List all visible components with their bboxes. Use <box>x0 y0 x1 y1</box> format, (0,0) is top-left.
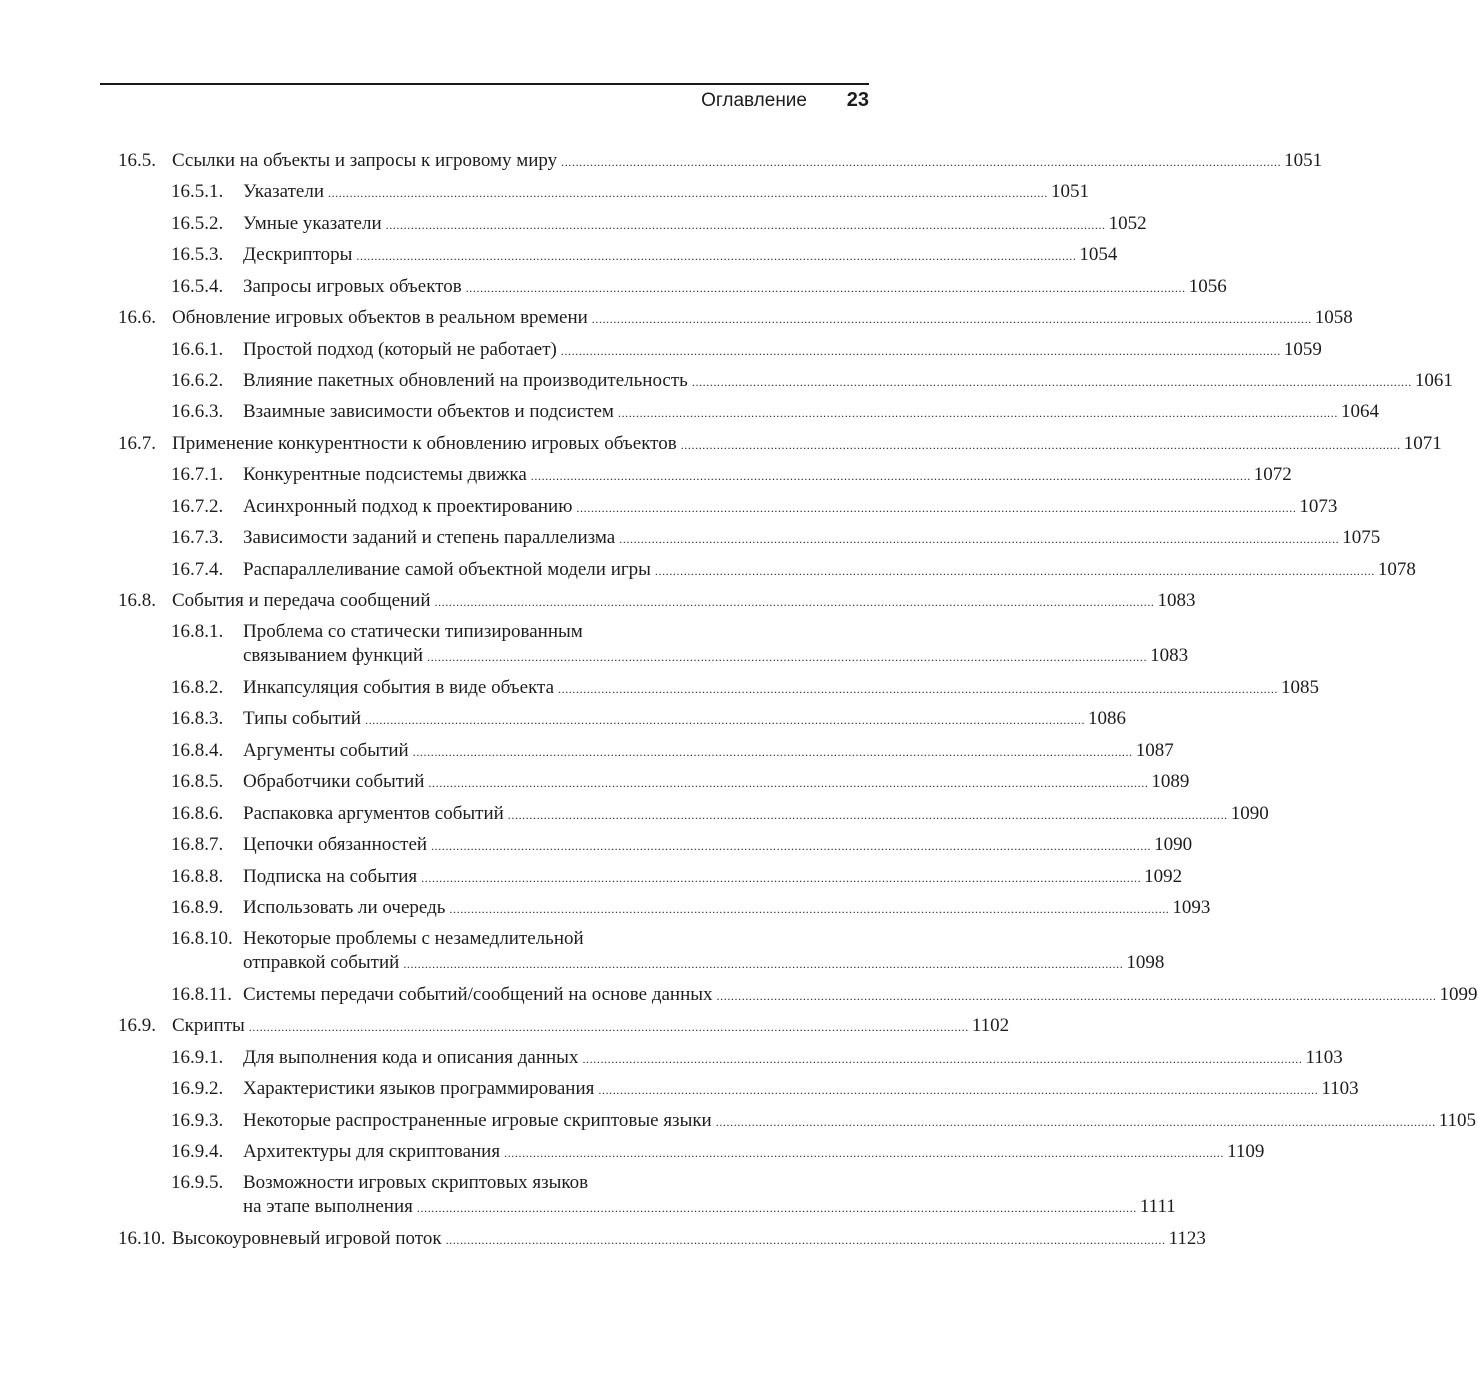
toc-title-line <box>243 1109 1477 1134</box>
toc-entry-body <box>243 707 1126 732</box>
header-rule <box>100 83 869 85</box>
toc-title: Взаимные зависимости объектов и подсистем <box>243 401 614 423</box>
toc-number: 16.6.1. <box>171 338 224 360</box>
toc-title: Типы событий <box>243 708 361 730</box>
toc-entry-body <box>243 1171 1176 1220</box>
toc-page-number: 1090 <box>1230 802 1269 824</box>
toc-title-first-line: Проблема со статически типизированным <box>243 621 583 643</box>
toc-page-number: 1102 <box>971 1015 1010 1037</box>
toc-number: 16.8.9. <box>171 896 224 918</box>
toc-title: Запросы игровых объектов <box>243 275 462 297</box>
toc-title: отправкой событий <box>243 952 400 974</box>
toc-page-number: 1109 <box>1227 1140 1265 1162</box>
toc-title: Влияние пакетных обновлений на производительность <box>243 370 688 391</box>
toc-page-number: 1083 <box>1150 645 1189 667</box>
dot-leader: ........................................................................................................................................................................................................ <box>654 563 1375 578</box>
toc-page-number: 1090 <box>1154 834 1193 855</box>
toc-title: Асинхронный подход к проектированию <box>243 495 573 517</box>
toc-entry-body <box>172 1227 1206 1252</box>
dot-leader: ........................................................................................................................................................................................................ <box>716 988 1437 1003</box>
toc-title-line <box>243 180 1089 205</box>
toc-page-number: 1058 <box>1314 307 1353 329</box>
toc-title-line <box>172 432 1442 457</box>
toc-entry-body <box>243 180 1089 205</box>
toc-title-line <box>243 495 1338 520</box>
dot-leader: ........................................................................................................................................................................................................ <box>434 595 1155 609</box>
toc-number: 16.9.1. <box>171 1046 224 1068</box>
toc-page-number: 1093 <box>1172 896 1211 918</box>
toc-entry-body <box>243 495 1338 520</box>
toc-title: Архитектуры для скриптования <box>243 1140 501 1162</box>
toc-page-number: 1103 <box>1305 1046 1343 1068</box>
toc-entry-body <box>243 676 1320 701</box>
toc-title-line <box>243 896 1211 921</box>
toc-number: 16.8.10. <box>171 928 233 950</box>
toc-title: Применение конкурентности к обновлению игровых объектов <box>172 432 677 454</box>
toc-page-number: 1073 <box>1299 495 1338 517</box>
dot-leader: ........................................................................................................................................................................................................ <box>576 500 1297 515</box>
toc-page-number: 1072 <box>1253 464 1292 486</box>
toc-number: 16.5. <box>118 150 156 171</box>
toc-number: 16.7.4. <box>171 558 224 580</box>
toc-page-number: 1111 <box>1139 1196 1176 1218</box>
toc-title: Инкапсуляция события в виде объекта <box>243 676 555 698</box>
toc-page-number: 1089 <box>1151 771 1190 793</box>
toc-title: События и передача сообщений <box>172 590 431 611</box>
toc-number: 16.6.3. <box>171 401 224 423</box>
toc-title: на этапе выполнения <box>243 1196 413 1218</box>
toc-title: Указатели <box>243 181 324 203</box>
toc-title-line <box>243 802 1269 827</box>
toc-title-line <box>243 338 1322 363</box>
toc-page-number: 1099 <box>1439 983 1478 1005</box>
toc-title-line <box>243 463 1292 488</box>
toc-entry-body <box>243 400 1379 425</box>
toc-number: 16.10. <box>118 1227 166 1249</box>
toc-title: Скрипты <box>172 1015 245 1037</box>
toc-title: Умные указатели <box>243 212 382 234</box>
toc-title-line <box>243 243 1118 268</box>
toc-page-number: 1086 <box>1088 708 1126 730</box>
toc-number: 16.7. <box>118 432 156 454</box>
dot-leader: ........................................................................................................................................................................................................ <box>403 957 1124 972</box>
dot-leader: ........................................................................................................................................................................................................ <box>365 713 1085 728</box>
toc-number: 16.8.4. <box>171 739 224 761</box>
toc-entry-body <box>243 802 1269 827</box>
toc-title: Распараллеливание самой объектной модели игры <box>243 558 651 580</box>
toc-number: 16.9.5. <box>171 1172 224 1194</box>
toc-page-number: 1085 <box>1281 676 1320 698</box>
toc-number: 16.5.1. <box>171 181 224 203</box>
toc-entry-body <box>172 149 1323 174</box>
toc-page-number: 1103 <box>1321 1078 1359 1099</box>
toc-page-number: 1051 <box>1051 181 1089 203</box>
toc-entry-body <box>243 1077 1359 1102</box>
toc-entry-body <box>243 833 1193 858</box>
toc-number: 16.8.8. <box>171 865 224 887</box>
toc-title-line <box>243 212 1147 237</box>
toc-title: Обновление игровых объектов в реальном времени <box>172 307 588 329</box>
dot-leader: ........................................................................................................................................................................................................ <box>427 650 1148 665</box>
toc-entry-body <box>243 927 1165 976</box>
toc-title-line <box>243 739 1174 764</box>
toc-entry-body <box>243 896 1211 921</box>
toc-title: Распаковка аргументов событий <box>243 802 504 824</box>
dot-leader: ........................................................................................................................................................................................................ <box>530 469 1251 484</box>
toc-title: Обработчики событий <box>243 771 425 793</box>
toc-title: Системы передачи событий/сообщений на основе данных <box>243 983 713 1005</box>
toc-title-line <box>243 369 1453 394</box>
toc-title-line <box>243 833 1193 858</box>
toc-page-number: 1083 <box>1157 590 1196 611</box>
dot-leader: ........................................................................................................................................................................................................ <box>680 437 1401 452</box>
dot-leader: ........................................................................................................................................................................................................ <box>560 343 1281 358</box>
dot-leader: ........................................................................................................................................................................................................ <box>715 1114 1436 1129</box>
toc-title-line <box>243 951 1165 976</box>
toc-title: Высокоуровневый игровой поток <box>172 1227 442 1249</box>
toc-number: 16.8.3. <box>171 708 224 730</box>
toc-page-number: 1098 <box>1126 952 1165 974</box>
toc-entry-body <box>243 275 1227 300</box>
toc-entry-body <box>243 526 1381 551</box>
dot-leader: ........................................................................................................................................................................................................ <box>582 1051 1303 1066</box>
toc-entry-body <box>243 558 1416 583</box>
dot-leader: ........................................................................................................................................................................................................ <box>385 217 1106 232</box>
dot-leader: ........................................................................................................................................................................................................ <box>691 375 1412 389</box>
toc-number: 16.5.3. <box>171 244 224 266</box>
toc-number: 16.9.2. <box>171 1078 224 1099</box>
toc-title-line <box>243 707 1126 732</box>
dot-leader: ........................................................................................................................................................................................................ <box>248 1020 969 1035</box>
toc-page-number: 1061 <box>1414 370 1453 391</box>
toc-title-line <box>243 644 1189 669</box>
toc-title: Подписка на события <box>243 865 418 887</box>
toc-title: Использовать ли очередь <box>243 896 446 918</box>
toc-number: 16.6.2. <box>171 370 224 391</box>
toc-number: 16.5.2. <box>171 212 224 234</box>
toc-title-line <box>243 1046 1343 1071</box>
toc-page-number: 1105 <box>1438 1109 1477 1131</box>
toc-page-number: 1054 <box>1079 244 1118 266</box>
toc-title: Простой подход (который не работает) <box>243 338 557 360</box>
toc-title-line <box>243 526 1381 551</box>
dot-leader: ........................................................................................................................................................................................................ <box>428 776 1149 791</box>
toc-title: Ссылки на объекты и запросы к игровому миру <box>172 150 558 171</box>
toc-title-line <box>243 770 1190 795</box>
toc-entry-body <box>172 1014 1010 1039</box>
toc-number: 16.8.7. <box>171 834 224 855</box>
toc-number: 16.5.4. <box>171 275 224 297</box>
running-header-title: Оглавление <box>701 90 807 111</box>
toc-number: 16.7.2. <box>171 495 224 517</box>
toc-title: Характеристики языков программирования <box>243 1078 595 1099</box>
toc-number: 16.7.3. <box>171 527 224 549</box>
toc-number: 16.8. <box>118 590 156 611</box>
toc-title: Аргументы событий <box>243 739 409 761</box>
toc-title: Конкурентные подсистемы движка <box>243 464 527 486</box>
toc-entry-body <box>243 865 1183 890</box>
toc-page-number: 1087 <box>1135 739 1174 761</box>
toc-title-line <box>172 306 1353 331</box>
toc-title-line <box>243 676 1320 701</box>
toc-page-number: 1052 <box>1108 212 1147 234</box>
toc-title-first-line: Некоторые проблемы с незамедлительной <box>243 928 584 950</box>
toc-title: Зависимости заданий и степень параллелизма <box>243 527 616 549</box>
toc-page-number: 1056 <box>1188 275 1227 297</box>
toc-title-line <box>243 1140 1265 1165</box>
toc-title-line <box>172 1227 1206 1252</box>
toc-number: 16.8.2. <box>171 676 224 698</box>
toc-entry-body <box>243 1109 1477 1134</box>
toc-title-line <box>172 1014 1010 1039</box>
dot-leader: ........................................................................................................................................................................................................ <box>328 186 1048 201</box>
dot-leader: ........................................................................................................................................................................................................ <box>598 1083 1319 1097</box>
toc-entry-body <box>243 243 1118 268</box>
dot-leader: ........................................................................................................................................................................................................ <box>619 532 1340 547</box>
toc-number: 16.8.1. <box>171 621 224 643</box>
toc-entry-body <box>243 1140 1265 1165</box>
dot-leader: ........................................................................................................................................................................................................ <box>465 280 1186 295</box>
toc-entry-body <box>243 983 1478 1008</box>
toc-entry-body <box>243 620 1189 669</box>
toc-number: 16.8.6. <box>171 802 224 824</box>
dot-leader: ........................................................................................................................................................................................................ <box>591 312 1312 327</box>
toc-page-number: 1051 <box>1284 150 1323 171</box>
toc-entry-body <box>243 1046 1343 1071</box>
toc-page-number: 1059 <box>1283 338 1322 360</box>
toc-number: 16.8.5. <box>171 771 224 793</box>
toc-title-line <box>243 983 1478 1008</box>
dot-leader: ........................................................................................................................................................................................................ <box>504 1145 1225 1160</box>
dot-leader: ........................................................................................................................................................................................................ <box>558 681 1279 696</box>
dot-leader: ........................................................................................................................................................................................................ <box>561 155 1282 169</box>
toc-title: связыванием функций <box>243 645 424 667</box>
dot-leader: ........................................................................................................................................................................................................ <box>412 744 1133 759</box>
toc-title: Цепочки обязанностей <box>243 834 428 855</box>
toc-title-line <box>243 558 1416 583</box>
dot-leader: ........................................................................................................................................................................................................ <box>507 807 1228 822</box>
page-number: 23 <box>846 89 869 111</box>
toc-title-line <box>172 149 1323 174</box>
toc-entry-body <box>172 589 1196 614</box>
toc-number: 16.9. <box>118 1015 156 1037</box>
dot-leader: ........................................................................................................................................................................................................ <box>356 249 1077 264</box>
toc-entry-body <box>243 770 1190 795</box>
dot-leader: ........................................................................................................................................................................................................ <box>416 1201 1137 1216</box>
toc-title: Некоторые распространенные игровые скриптовые языки <box>243 1109 712 1131</box>
toc-page-number: 1123 <box>1168 1227 1206 1249</box>
toc-number: 16.9.3. <box>171 1109 224 1131</box>
dot-leader: ........................................................................................................................................................................................................ <box>431 839 1152 853</box>
toc-title-line <box>243 400 1379 425</box>
toc-number: 16.6. <box>118 307 156 329</box>
dot-leader: ........................................................................................................................................................................................................ <box>445 1232 1166 1247</box>
dot-leader: ........................................................................................................................................................................................................ <box>449 901 1170 916</box>
toc-number: 16.8.11. <box>171 983 233 1005</box>
toc-entry-body <box>243 739 1174 764</box>
toc-page-number: 1071 <box>1403 432 1442 454</box>
dot-leader: ........................................................................................................................................................................................................ <box>421 870 1142 885</box>
dot-leader: ........................................................................................................................................................................................................ <box>617 406 1338 421</box>
toc-title: Дескрипторы <box>243 244 353 266</box>
toc-entry-body <box>172 306 1353 331</box>
toc-page-number: 1075 <box>1342 527 1381 549</box>
toc-title-line <box>243 275 1227 300</box>
toc-title-line <box>243 1195 1176 1220</box>
toc-page-number: 1078 <box>1377 558 1416 580</box>
toc-title-line <box>172 589 1196 614</box>
toc-entry-body <box>172 432 1442 457</box>
toc-page-number: 1092 <box>1144 865 1183 887</box>
toc-title-line <box>243 1077 1359 1102</box>
toc-title: Для выполнения кода и описания данных <box>243 1046 579 1068</box>
toc-title-first-line: Возможности игровых скриптовых языков <box>243 1172 589 1194</box>
toc-entry-body <box>243 212 1147 237</box>
toc-entry-body <box>243 369 1453 394</box>
toc-page-number: 1064 <box>1340 401 1379 423</box>
toc-title-line <box>243 865 1183 890</box>
toc-entry-body <box>243 463 1292 488</box>
toc-entry-body <box>243 338 1322 363</box>
toc-number: 16.7.1. <box>171 464 224 486</box>
toc-number: 16.9.4. <box>171 1140 224 1162</box>
